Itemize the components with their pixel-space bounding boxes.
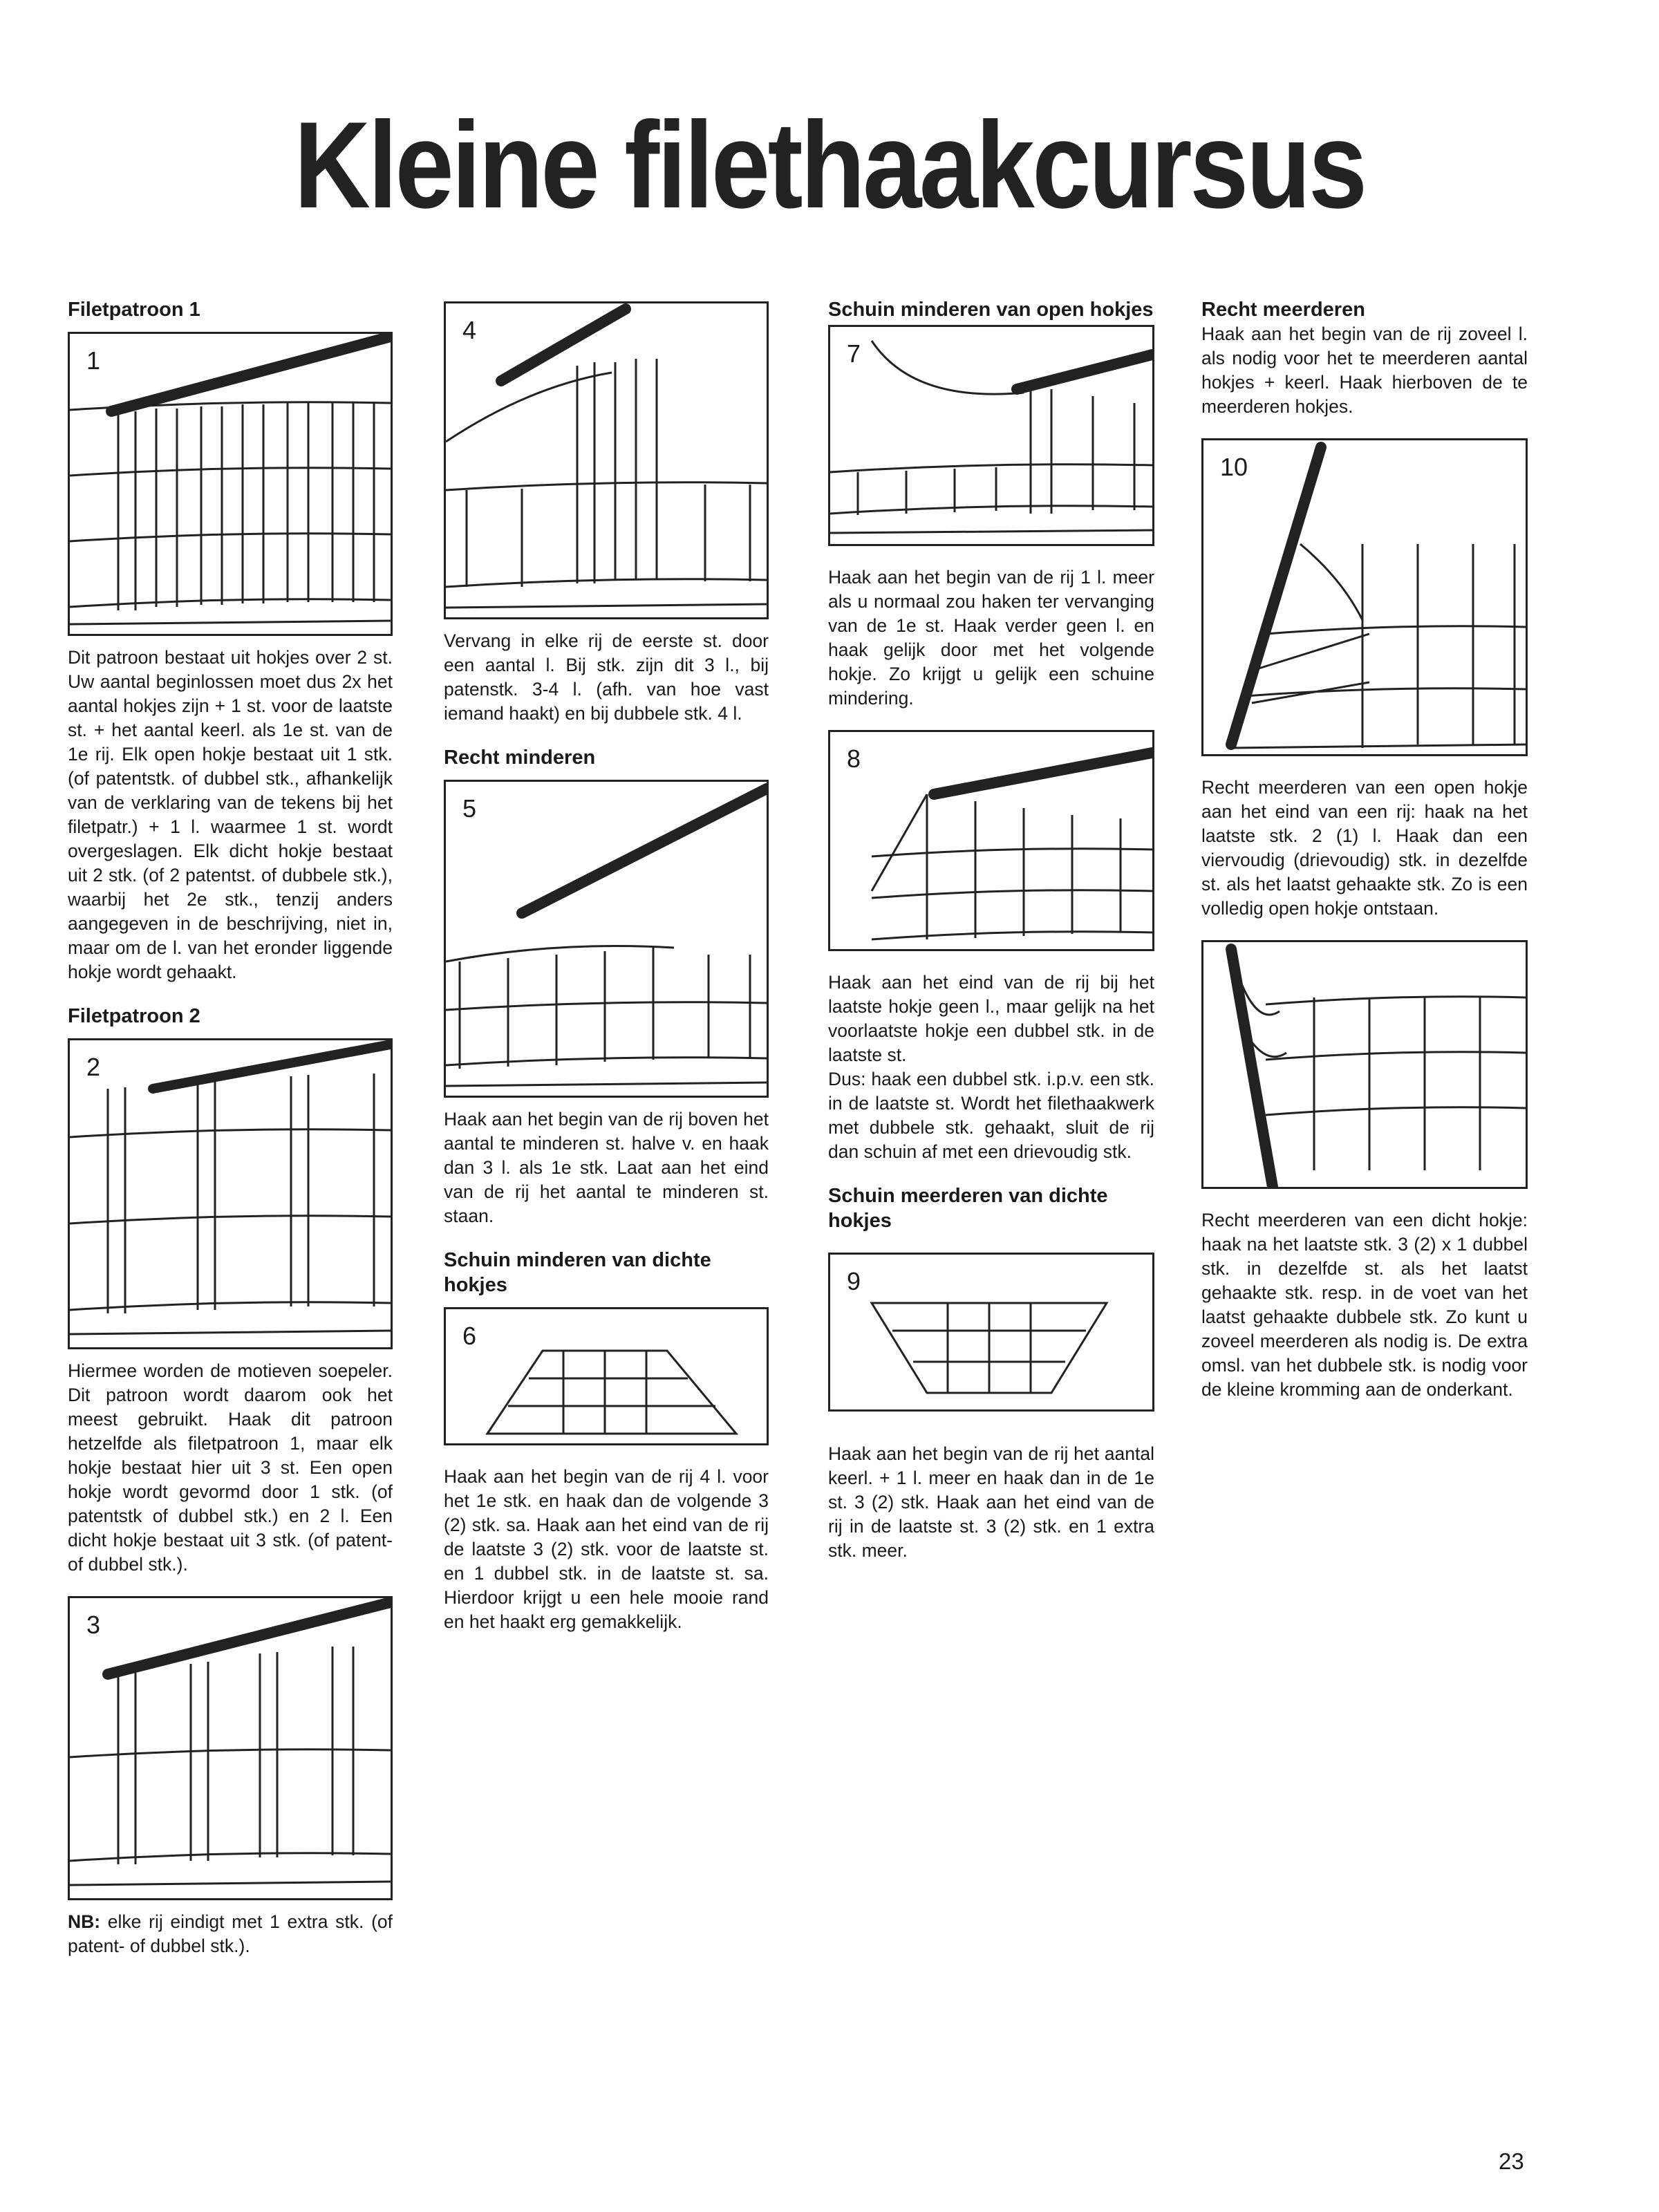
text-open-hokje: Recht meerderen van een open hokje aan het eind van een rij: haak na het laatste stk. 2 (1) l. Haak dan een viervoudig (drievoudig) stk. in dezelfde st. als het laatst gehaakte stk. Zo is een volledig open hokje ontstaan. [1201,777,1528,919]
nb-note [68,1910,393,1958]
figure-6 [444,1307,769,1445]
heading-schuin-minderen-dichte-hokjes: Schuin minderen van dichte hokjes [444,1249,711,1296]
figure-4 [444,301,769,619]
figure-number: 6 [462,1322,477,1350]
hook-icon [1231,949,1273,1187]
figure-number: 3 [86,1611,101,1639]
text-fig4: Vervang in elke rij de eerste st. door een aantal l. Bij stk. zijn dit 3 l., bij patenstk. 3-4 l. (afh. van hoe vast iemand haakt) en bij dubbele stk. 4 l. [444,630,769,724]
page-title: Kleine filethaakcursus [294,96,1365,234]
figure-number: 2 [86,1053,101,1081]
heading-filetpatroon-2: Filetpatroon 2 [68,1005,200,1027]
heading-recht-minderen: Recht minderen [444,747,596,769]
figure-8 [828,730,1154,951]
text-fig7: Haak aan het begin van de rij 1 l. meer als u normaal zou haken ter vervanging van de 1e st. Haak verder geen l. en haak gelijk door met het volgende hokje. Zo krijgt u gelijk een schuine mindering. [828,567,1154,709]
heading-filetpatroon-1: Filetpatroon 1 [68,299,200,321]
hook-icon [111,337,391,411]
crochet-diagram-7 [830,327,1152,544]
figure-11 [1201,940,1528,1189]
text-filetpatroon-1: Dit patroon bestaat uit hokjes over 2 st. Uw aantal beginlossen moet dus 2x het aantal hokjes zijn + 1 st. voor de laatste st. + het aantal keerl. als 1e st. van de 1e rij. Elk open hokje bestaat uit 1 stk. (of patentstk. of dubbel stk., afhankelijk van de verklaring van de tekens bij het filetpatr.) + 1 l. waarmee 1 st. wordt overgeslagen. Elk dicht hokje bestaat uit 2 stk. (of 2 patentst. of dubbele stk.), waarbij het 2e stk., tenzij anders aangegeven in de beschrijving, niet in, maar om de l. van het eronder liggende hokje wordt gehaakt. [68,647,393,982]
figure-2 [68,1038,393,1349]
hook-icon [501,309,626,381]
crochet-diagram-5 [446,782,767,1096]
figure-7 [828,325,1154,546]
hook-icon [1017,355,1152,389]
heading-schuin-meerderen-dichte-hokjes: Schuin meerderen van dichte hokjes [828,1185,1108,1232]
crochet-diagram-2 [70,1040,391,1347]
text-fig8a: Haak aan het eind van de rij bij het laatste hokje geen l., maar gelijk na het voorlaatste hokje een dubbel stk. in de laatste st. [828,972,1154,1065]
column-2 [444,297,769,1634]
hook-icon [522,789,767,913]
figure-number: 8 [847,744,861,773]
figure-3 [68,1596,393,1900]
text-dicht-hokje: Recht meerderen van een dicht hokje: haak na het laatste stk. 3 (2) x 1 dubbel stk. in dezelfde st. als het laatst gehaakte stk. resp. in de voet van het laatst gehaakte dubbele stk. Zo kunt u zoveel meerderen als nodig is. De extra omsl. van het dubbele stk. is nodig voor de kleine kromming aan de onderkant. [1201,1210,1528,1400]
hook-icon [1231,447,1321,744]
figure-number: 1 [86,346,101,375]
figure-10 [1201,438,1528,756]
crochet-diagram-1 [70,334,391,634]
nb-text: elke rij eindigt met 1 extra stk. (of patent- of dubbel stk.). [68,1911,393,1956]
column-4 [1201,297,1528,1402]
text-fig8b: Dus: haak een dubbel stk. i.p.v. een stk. in de laatste st. Wordt het filethaakwerk met dubbele stk. gehaakt, sluit de rij dan schuin af met een drievoudig stk. [828,1069,1154,1162]
text-fig9: Haak aan het begin van de rij het aantal keerl. + 1 l. meer en haak dan in de 1e st. 3 (2) stk. Haak aan het eind van de rij in de laatste st. 3 (2) stk. en 1 extra stk. meer. [828,1443,1154,1561]
figure-5 [444,780,769,1098]
text-fig5: Haak aan het begin van de rij boven het aantal te minderen st. halve v. en haak dan 3 l. als 1e stk. Laat aan het eind van de rij het aantal te minderen st. staan. [444,1109,769,1226]
text-fig6: Haak aan het begin van de rij 4 l. voor het 1e stk. en haak dan de volgende 3 (2) stk. sa. Haak aan het eind van de rij de laatste 3 (2) stk. voor de laatste st. en 1 dubbel stk. in de laatste st. sa. Hierdoor krijgt u een hele mooie rand en het haakt erg gemakkelijk. [444,1466,769,1632]
crochet-diagram-11 [1203,942,1526,1187]
figure-number: 10 [1220,453,1248,481]
figure-number: 5 [462,794,477,823]
column-1 [68,297,393,1958]
heading-recht-meerderen: Recht meerderen [1201,299,1365,321]
crochet-diagram-3 [70,1598,391,1898]
figure-number: 7 [847,339,861,368]
column-3 [828,297,1154,1563]
crochet-diagram-8 [830,732,1152,949]
heading-schuin-minderen-open-hokjes: Schuin minderen van open hokjes [828,299,1154,321]
crochet-diagram-9 [830,1255,1152,1409]
crochet-diagram-10 [1203,440,1526,754]
page-number: 23 [1499,2148,1524,2174]
figure-number: 4 [462,316,477,344]
text-filetpatroon-2: Hiermee worden de motieven soepeler. Dit patroon wordt daarom ook het meest gebruikt. Haak dit patroon hetzelfde als filetpatroon 1, maar elk hokje bestaat hier uit 3 st. Een open hokje wordt gevormd door 1 stk. (of patentstk of dubbel stk.) en 2 l. Een dicht hokje bestaat uit 3 stk. (of patent- of dubbel stk.). [68,1360,393,1575]
hook-icon [153,1044,391,1089]
text-recht-meerderen: Haak aan het begin van de rij zoveel l. als nodig voor het te meerderen aantal hokjes + keerl. Haak hierboven de te meerderen hokjes. [1201,324,1528,417]
figure-1 [68,332,393,636]
nb-label: NB: [68,1911,101,1932]
figure-9 [828,1253,1154,1412]
figure-number: 9 [847,1267,861,1295]
crochet-diagram-6 [446,1309,767,1443]
hook-icon [934,753,1152,794]
hook-icon [108,1602,391,1674]
crochet-diagram-4 [446,303,767,617]
